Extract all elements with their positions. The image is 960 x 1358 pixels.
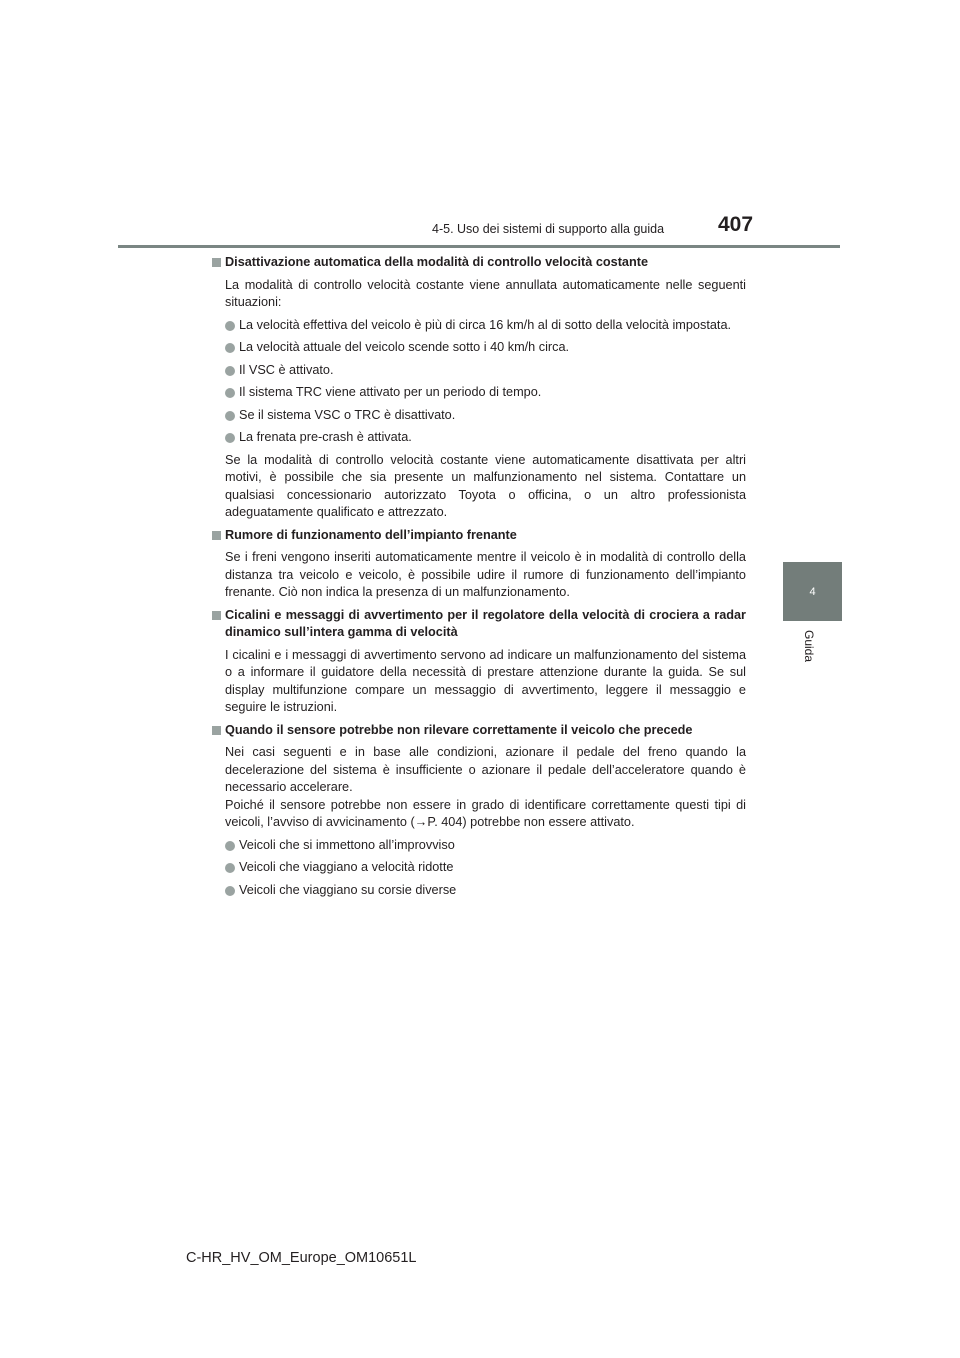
square-bullet-icon xyxy=(212,258,221,267)
circle-bullet-icon xyxy=(225,863,235,873)
list-item: Veicoli che viaggiano a velocità ridotte xyxy=(212,859,746,877)
list-item: La velocità effettiva del veicolo è più di circa 16 km/h al di sotto della velocità impostata. xyxy=(212,317,746,335)
circle-bullet-icon xyxy=(225,388,235,398)
page-number: 407 xyxy=(718,213,754,236)
section-heading: Rumore di funzionamento dell’impianto frenante xyxy=(212,527,746,545)
list-item: Se il sistema VSC o TRC è disattivato. xyxy=(212,407,746,425)
square-bullet-icon xyxy=(212,531,221,540)
circle-bullet-icon xyxy=(225,343,235,353)
list-item: Il sistema TRC viene attivato per un periodo di tempo. xyxy=(212,384,746,402)
square-bullet-icon xyxy=(212,726,221,735)
list-item: Il VSC è attivato. xyxy=(212,362,746,380)
circle-bullet-icon xyxy=(225,841,235,851)
header-section-title: 4-5. Uso dei sistemi di supporto alla guida xyxy=(432,222,665,236)
section-intro: La modalità di controllo velocità costante viene annullata automaticamente nelle seguenti situazioni: xyxy=(225,277,746,309)
list-item: La velocità attuale del veicolo scende sotto i 40 km/h circa. xyxy=(212,339,746,357)
page-content xyxy=(212,254,746,904)
section-note: Se la modalità di controllo velocità costante viene automaticamente disattivata per altri motivi, è possibile che sia presente un malfunzionamento nel sistema. Contattare un qualsiasi concessionario autorizzato Toyota o officina, o un altro professionista adeguatamente qualificato e attrezzato. xyxy=(225,452,746,519)
section-body: Poiché il sensore potrebbe non essere in grado di identificare correttamente questi tipi di veicoli, l’avviso di avvicinamento (→P. 404) potrebbe non essere attivato. xyxy=(225,797,746,829)
section-heading: Cicalini e messaggi di avvertimento per il regolatore della velocità di crociera a radar dinamico sull’intera gamma di velocità xyxy=(212,607,746,642)
circle-bullet-icon xyxy=(225,886,235,896)
header-divider xyxy=(118,245,840,248)
circle-bullet-icon xyxy=(225,321,235,331)
circle-bullet-icon xyxy=(225,433,235,443)
chapter-label: Guida xyxy=(802,630,816,663)
list-item: Veicoli che si immettono all’improvviso xyxy=(212,837,746,855)
document-id: C-HR_HV_OM_Europe_OM10651L xyxy=(186,1250,417,1266)
circle-bullet-icon xyxy=(225,411,235,421)
section-heading: Quando il sensore potrebbe non rilevare correttamente il veicolo che precede xyxy=(212,722,746,740)
section-heading: Disattivazione automatica della modalità di controllo velocità costante xyxy=(212,254,746,272)
square-bullet-icon xyxy=(212,611,221,620)
list-item: La frenata pre-crash è attivata. xyxy=(212,429,746,447)
chapter-number: 4 xyxy=(809,585,816,598)
chapter-tab xyxy=(783,562,842,621)
section-body: Se i freni vengono inseriti automaticamente mentre il veicolo è in modalità di controllo della distanza tra veicolo e veicolo, è possibile udire il rumore di funzionamento dell’impianto frenante. Ciò non indica la presenza di un malfunzionamento. xyxy=(225,550,746,599)
list-item: Veicoli che viaggiano su corsie diverse xyxy=(212,882,746,900)
section-body: I cicalini e i messaggi di avvertimento servono ad indicare un malfunzionamento del sistema o a informare il guidatore della necessità di prestare attenzione durante la guida. Se sul display multifunzione compare un messaggio di avvertimento, leggere il messaggio e seguire le istruzioni. xyxy=(225,647,746,714)
circle-bullet-icon xyxy=(225,366,235,376)
section-body: Nei casi seguenti e in base alle condizioni, azionare il pedale del freno quando la decelerazione del sistema è insufficiente o azionare il pedale dell’acceleratore quando è necessario accelerare. xyxy=(225,745,746,794)
